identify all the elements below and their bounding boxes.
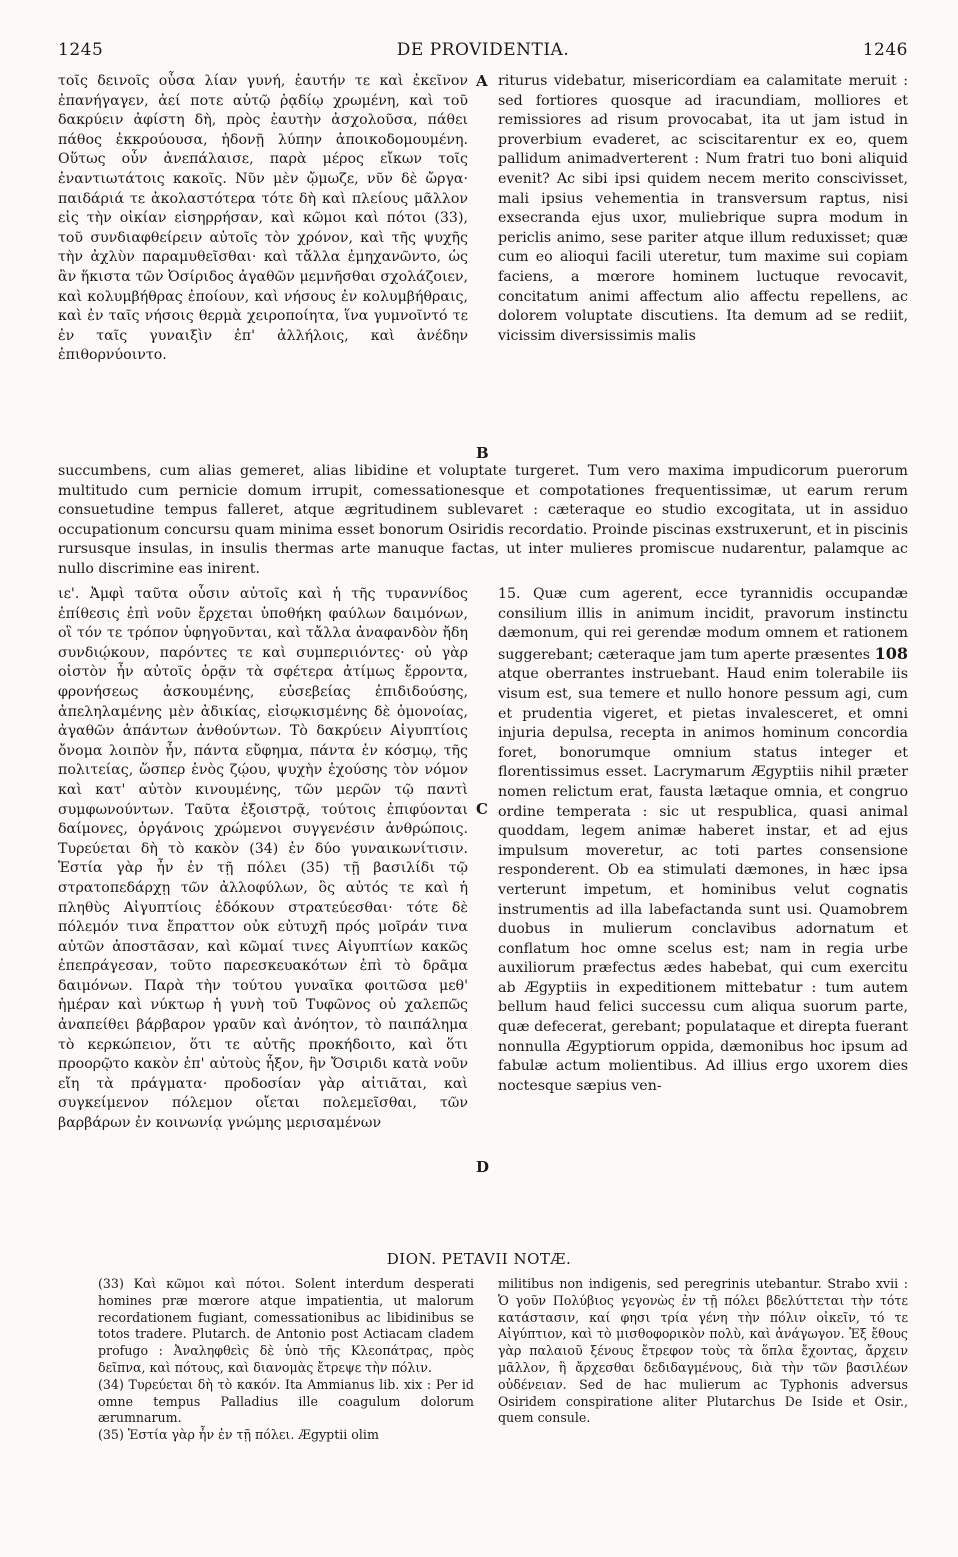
greek-column-bottom bbox=[58, 585, 468, 1134]
latin-text-top: riturus videbatur, misericordiam ea calamitate meruit : sed fortiores quosque ad iracundiam, molliores et remissiores ad risum provocabat, ita ut jam istud in proverbium evaderet, ac sciscitarentur ex eo, quem pallidum animadverterent : Num fratri tuo boni aliquid evenit? Ac sibi ipsi quidem necem merito conscivisset, mali ipsius vehementia in transversum raptus, nisi exsecranda ejus uxor, muliebrique supra modum in periclis animo, sese pariter atque illum reduxisset; quæ cum eo alioqui facili uteretur, tum maxime sui copiam faciens, a mœrore hominem luctuque revocavit, concitatum animi affectum alio affectu repellens, ac dolorem voluptate discutiens. Ita demum ad se rediit, vicissim diversissimis malis bbox=[498, 73, 908, 344]
margin-marker-c: C bbox=[476, 800, 488, 818]
greek-column-top bbox=[58, 72, 468, 366]
notes-right-column bbox=[498, 1276, 908, 1427]
latin-text-bottom-b: atque oberrantes instruebant. Haud enim tolerabile iis visum est, sua temere et nullo honore pessum agi, cum et prudentia vigeret, et pietas invalesceret, et omni injuria depulsa, recepta in animos hominum concordia foret, bonorumque omnium status integer et florentissimus esset. Lacrymarum Ægyptiis nihil præter nomen relictum erat, fausta lætaque omnia, et congruo ordine temperata : sic ut respublica, quasi animal quoddam, legem animæ haberet instar, et ad ejus impulsum moveretur, ac toti partes consensione responderent. Ob ea stimulati dæmones, in hæc ipsa verterunt impetum, et hominibus velut cognatis instrumentis ad illa labefactanda sunt usi. Quamobrem duobus in mulierum conclavibus adornatum et conflatum hoc omne scelus est; nam in regia urbe auxiliorum præfectus ædes habebat, qui cum exercitu ab Ægyptiis in expeditionem mittebatur : tum autem bellum haud felici successu cum aliqua suorum parte, quæ defecerat, gerebant; populataque et direpta fuerant nonnulla Ægyptiorum oppida, dæmonibus hoc ipsum ad fabulæ actum molientibus. Ad illius ergo uxorem dies noctesque sæpius ven- bbox=[498, 666, 908, 1094]
latin-column-top bbox=[498, 72, 908, 346]
latin-column-bottom bbox=[498, 585, 908, 1096]
margin-marker-a: A bbox=[476, 72, 488, 90]
latin-text-bottom-a: 15. Quæ cum agerent, ecce tyrannidis occupandæ consilium illis in animum incidit, pravorum instinctu dæmonum, qui rei gerendæ modum omnem et rationem suggerebant; cæteraque jam tum aperte præsentes bbox=[498, 586, 908, 663]
left-page-number: 1245 bbox=[58, 40, 104, 60]
notes-left-column bbox=[98, 1276, 474, 1444]
margin-marker-b: B bbox=[476, 444, 489, 462]
greek-text-bottom: ιε'. Ἀμφὶ ταῦτα οὖσιν αὐτοῖς καὶ ἡ τῆς τυραννίδος ἐπίθεσις ἐπὶ νοῦν ἔρχεται ὑποθήκη φαύλων δαιμόνων, οἳ τόν τε τρόπον ὑφηγοῦνται, καὶ τἄλλα ἀναφανδὸν ἤδη συνδιῴκουν, παρόντες τε καὶ συμπεριιόντες· οὐ γὰρ οἰστὸν ἦν αὐτοῖς ὁρᾷν τὰ σφέτερα ἀτίμως ἔρροντα, φρονήσεως ἀσκουμένης, εὐσεβείας ἐπιδιδούσης, ἀπεληλαμένης μὲν ἀδικίας, εἰσῳκισμένης δὲ ὁμονοίας, ἀγαθῶν ἁπάντων ἀνθούντων. Τὸ δακρύειν Αἰγυπτίοις ὄνομα λοιπὸν ἦν, πάντα εὔφημα, πάντα ἐν κόσμῳ, τῆς πολιτείας, ὥσπερ ἑνὸς ζῴου, ψυχὴν ἐχούσης τὸν νόμον καὶ κατ' αὐτὸν κινουμένης, τῶν μερῶν τῷ παντὶ συμφωνούντων. Ταῦτα ἐξοιστρᾷ, τούτοις ἐπιφύονται δαίμονες, ὀργάνοις χρώμενοι συγγενέσιν ἀνθρώποις. Τυρεύεται δὴ τὸ κακὸν (34) ἐν δύο γυναικωνίτισιν. Ἑστία γὰρ ἦν ἐν τῇ πόλει (35) τῇ βασιλίδι τῷ στρατοπεδάρχῃ τῶν ἀλλοφύλων, ὃς αὐτός τε καὶ ἡ πληθὺς Αἰγυπτίοις ἐδόκουν στρατεύεσθαι· τότε δὲ πόλεμόν τινα ἔπραττον οὐκ εὐτυχῆ πρός μοῖράν τινα αὐτῶν ἀποστᾶσαν, καὶ κῶμαί τινες Αἰγυπτίων κακῶς ἐπεπράγεσαν, τοῦτο παρεσκευακότων ἐπὶ τὸ δρᾶμα δαιμόνων. Παρὰ τὴν τούτου γυναῖκα φοιτῶσα μεθ' ἡμέραν καὶ νύκτωρ ἡ γυνὴ τοῦ Τυφῶνος οὐ χαλεπῶς ἀναπείθει βάρβαρον γραῦν καὶ ἀνόητον, τὸ παιπάλημα τὸ κερκώπειον, ὅτι τε αὐτῆς προκήδοιτο, καὶ ὅτι προορῷτο κακὸν ἐπ' αὐτοὺς ἧξον, ἣν Ὄσιριδι κατὰ νοῦν εἴη τὰ πράγματα· προδοσίαν γὰρ αἰτιᾶται, καὶ συγκείμενον πόλεμον οἴεται πολεμεῖσθαι, τῶν βαρβάρων ἐν κοινωνίᾳ γνώμης μερισαμένων bbox=[58, 586, 468, 1132]
page-header bbox=[58, 40, 908, 66]
running-title: DE PROVIDENTIA. bbox=[396, 40, 570, 60]
latin-text-bottom bbox=[498, 585, 908, 1096]
note-33: (33) Καὶ κῶμοι καὶ πότοι. Solent interdum desperati homines præ mœrore atque impatientia, ut malorum recordationem fugiant, comessationibus ac libidinibus se totos tradere. Plutarch. de Antonio post Actiacam cladem profugo : Ἀναληφθεὶς δὲ ὑπὸ τῆς Κλεοπάτρας, πρὸς δεῖπνα, καὶ πότους, καὶ διανομὰς ἔτρεψε τὴν πόλιν. bbox=[98, 1276, 474, 1375]
note-continuation: militibus non indigenis, sed peregrinis utebantur. Strabo xvii : Ὁ γοῦν Πολύβιος γεγονὼς ἐν τῇ πόλει βδελύττεται τὴν τότε κατάστασιν, καί φησι τρία γένη τὴν πόλιν οἰκεῖν, τό τε Αἰγύπτιον, καὶ τὸ μισθοφορικὸν πολὺ, καὶ ἀνάγωγον. Ἐξ ἔθους γὰρ παλαιοῦ ξένους ἔτρεφον τοὺς τὰ ὅπλα ἔχοντας, ἄρχειν μᾶλλον, ἢ ἄρχεσθαι δεδιδαγμένους, διὰ τὴν τῶν βασιλέων οὐδένειαν. Sed de hac mulierum ac Typhonis adversus Osiridem conspiratione aliter Plutarchus De Iside et Osir., quem consule. bbox=[498, 1276, 908, 1426]
column-number-108: 108 bbox=[874, 643, 908, 663]
greek-text-top: τοῖς δεινοῖς οὖσα λίαν γυνή, ἑαυτήν τε καὶ ἐκεῖνον ἐπανήγαγεν, ἀεί ποτε αὐτῷ ῥᾳδίῳ χρωμένη, καὶ τοῦ δακρύειν ἀφίστη δὴ, πρὸς ἑαυτὴν ἀσχολοῦσα, πάθει πάθος ἐκκρούουσα, ἡδονῇ λύπην ἀποικοδομουμένη. Οὕτως οὖν ἀνεπάλαισε, παρὰ μέρος εἴκων τοῖς ἐναντιωτάτοις κακοῖς. Νῦν μὲν ᾤμωζε, νῦν δὲ ὤργα· παιδάριά τε ἀκολαστότερα τότε δὴ καὶ πλείους μᾶλλον εἰς τὴν οἰκίαν εἰσηρρήσαν, καὶ κῶμοι καὶ πότοι (33), τοῦ συνδιαφθείρειν αὐτοῖς τὸν χρόνον, καὶ τῆς ψυχῆς τὴν ἀχλὺν παραμυθεῖσθαι· καὶ τἄλλα ἐμηχανῶντο, ὡς ἂν ἥκιστα τῶν Ὀσίριδος ἀγαθῶν μεμνῆσθαι σχολάζοιεν, καὶ κολυμβήθρας ἐποίουν, καὶ νήσους ἐν κολυμβήθραις, καὶ ἐν ταῖς νήσοις θερμὰ χειροποίητα, ἵνα γυμνοῖντό τε ἐν ταῖς γυναιξὶν ἐπ' ἀλλήλοις, καὶ ἀνέδην ἐπιθορνύοιντο. bbox=[58, 73, 468, 364]
latin-full-width-block bbox=[58, 462, 908, 580]
right-page-number: 1246 bbox=[862, 40, 908, 60]
note-35: (35) Ἑστία γὰρ ἦν ἐν τῇ πόλει. Ægyptii olim bbox=[98, 1427, 379, 1443]
latin-text-full: succumbens, cum alias gemeret, alias libidine et voluptate turgeret. Tum vero maxima impudicorum puerorum multitudo cum pernicie domum irrupit, comessationesque et compotationes frequentissimæ, ut earum rerum consuetudine tempus falleret, atque ægritudinem sublevaret : cæteraque eo studio excogitata, ut in assiduo occupationum concursu quam minima esset bonorum Osiridis recordatio. Proinde piscinas exstruxerunt, et in piscinis rursusque insulas, in insulis thermas arte manuque factas, ut inter mulieres promiscue nudarentur, palamque ac nullo discrimine eas inirent. bbox=[58, 463, 908, 577]
margin-marker-d: D bbox=[476, 1158, 490, 1176]
notes-heading: DION. PETAVII NOTÆ. bbox=[386, 1250, 572, 1268]
note-34: (34) Τυρεύεται δὴ τὸ κακόν. Ita Ammianus lib. xix : Per id omne tempus Palladius ille coagulum dolorum ærumnarum. bbox=[98, 1376, 474, 1426]
